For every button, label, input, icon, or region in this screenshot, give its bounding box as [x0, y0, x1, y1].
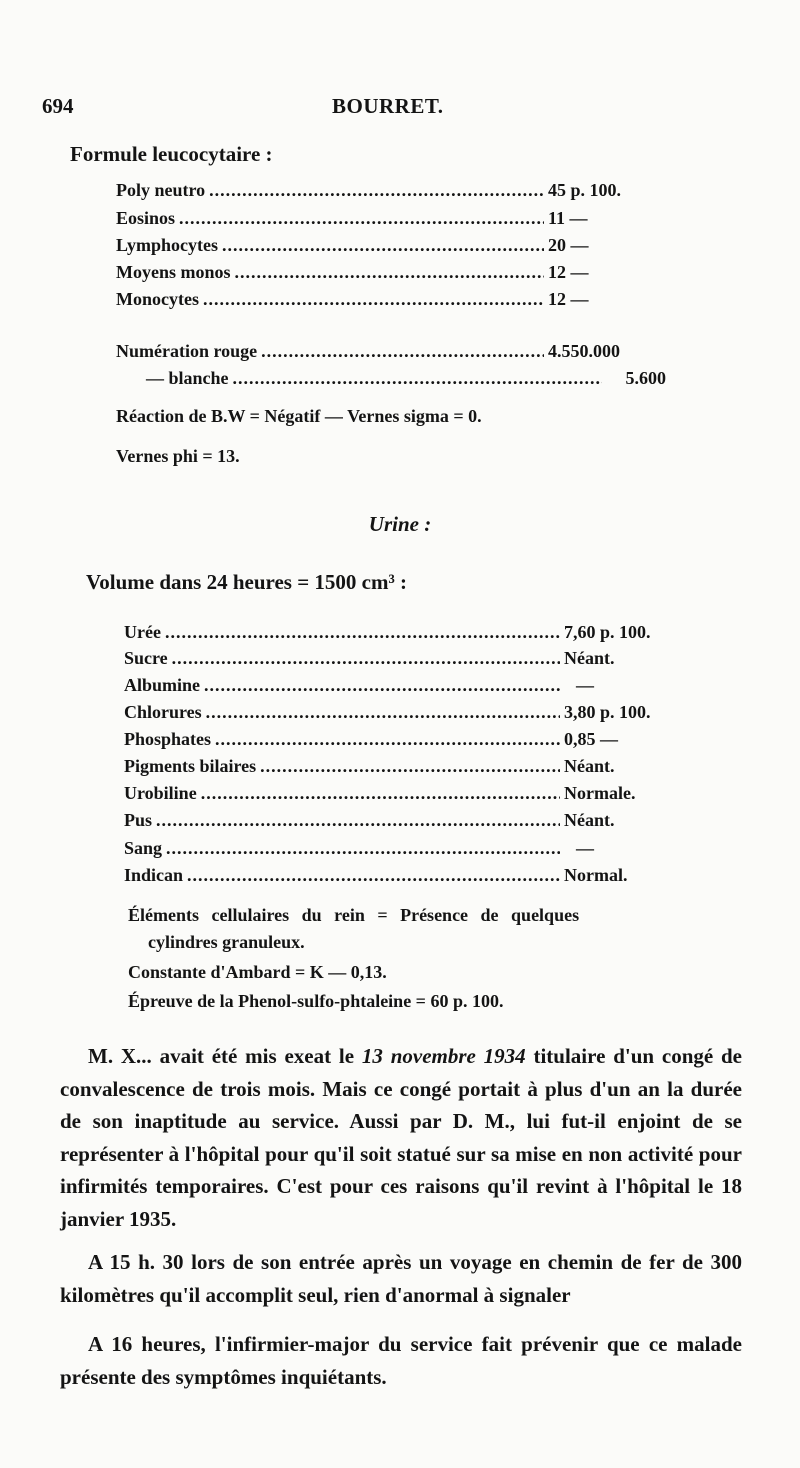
ambard-line: Constante d'Ambard = K — 0,13. — [128, 962, 387, 982]
urine-row: Sucre ..... Néant. — [124, 648, 696, 669]
elements-line-2: cylindres granuleux. — [148, 932, 305, 952]
formule-row: Moyens monos ..... 12 — — [116, 262, 666, 283]
urine-row: Pus ..... Néant. — [124, 810, 696, 831]
paragraph-1: M. X... avait été mis exeat le 13 novembre 1934 titulaire d'un congé de convalescence de trois mois. Mais ce congé portait à plus d'un an la durée de son inaptitude au service. Aussi par D. M., lui fut-il enjoint de se représenter à l'hôpital pour qu'il soit statué sur sa mise en non activité pour infirmités temporaires. C'est pour ces raisons qu'il revint à l'hôpital le 18 janvier 1935. — [60, 1044, 743, 1231]
urine-volume: Volume dans 24 heures = 1500 cm³ : — [86, 570, 408, 594]
paragraph-3: A 16 heures, l'infirmier-major du service fait prévenir que ce malade présente des symptômes inquiétants. — [60, 1332, 742, 1389]
running-head: BOURRET. — [332, 94, 444, 118]
urine-row: Indican ..... Normal. — [124, 865, 696, 886]
urine-title: Urine : — [368, 512, 432, 536]
urine-row: Pigments bilaires ..... Néant. — [124, 756, 696, 777]
reaction-line: Réaction de B.W = Négatif — Vernes sigma = 0. — [116, 406, 482, 426]
urine-row: Urobiline ..... Normale. — [124, 783, 696, 804]
elements-line-1: Éléments cellulaires du rein = Présence de quelques — [128, 905, 580, 925]
urine-row: Albumine ..... — — [124, 675, 696, 696]
paragraph-2: A 15 h. 30 lors de son entrée après un voyage en chemin de fer de 300 kilomètres qu'il accomplit seul, rien d'anormal à signaler — [60, 1250, 742, 1307]
urine-row: Phosphates ..... 0,85 — — [124, 729, 696, 750]
urine-row: Chlorures ..... 3,80 p. 100. — [124, 702, 696, 723]
formule-row: Monocytes ..... 12 — — [116, 289, 666, 310]
numeration-row: Numération rouge ..... 4.550.000 — [116, 341, 666, 362]
urine-row: Sang ..... — — [124, 838, 696, 859]
phenol-line: Épreuve de la Phenol-sulfo-phtaleine = 60 p. 100. — [128, 991, 504, 1011]
numeration-row: — blanche ..... 5.600 — [116, 368, 666, 389]
page-header — [42, 94, 702, 124]
formule-title: Formule leucocytaire : — [70, 142, 273, 166]
page-number: 694 — [42, 94, 74, 118]
urine-row: Urée ..... 7,60 p. 100. — [124, 622, 696, 643]
formule-row: Lymphocytes ..... 20 — — [116, 235, 666, 256]
formule-row: Poly neutro ..... 45 p. 100. — [116, 180, 666, 201]
vernes-phi-line: Vernes phi = 13. — [116, 446, 240, 466]
formule-row: Eosinos ..... 11 — — [116, 208, 666, 229]
